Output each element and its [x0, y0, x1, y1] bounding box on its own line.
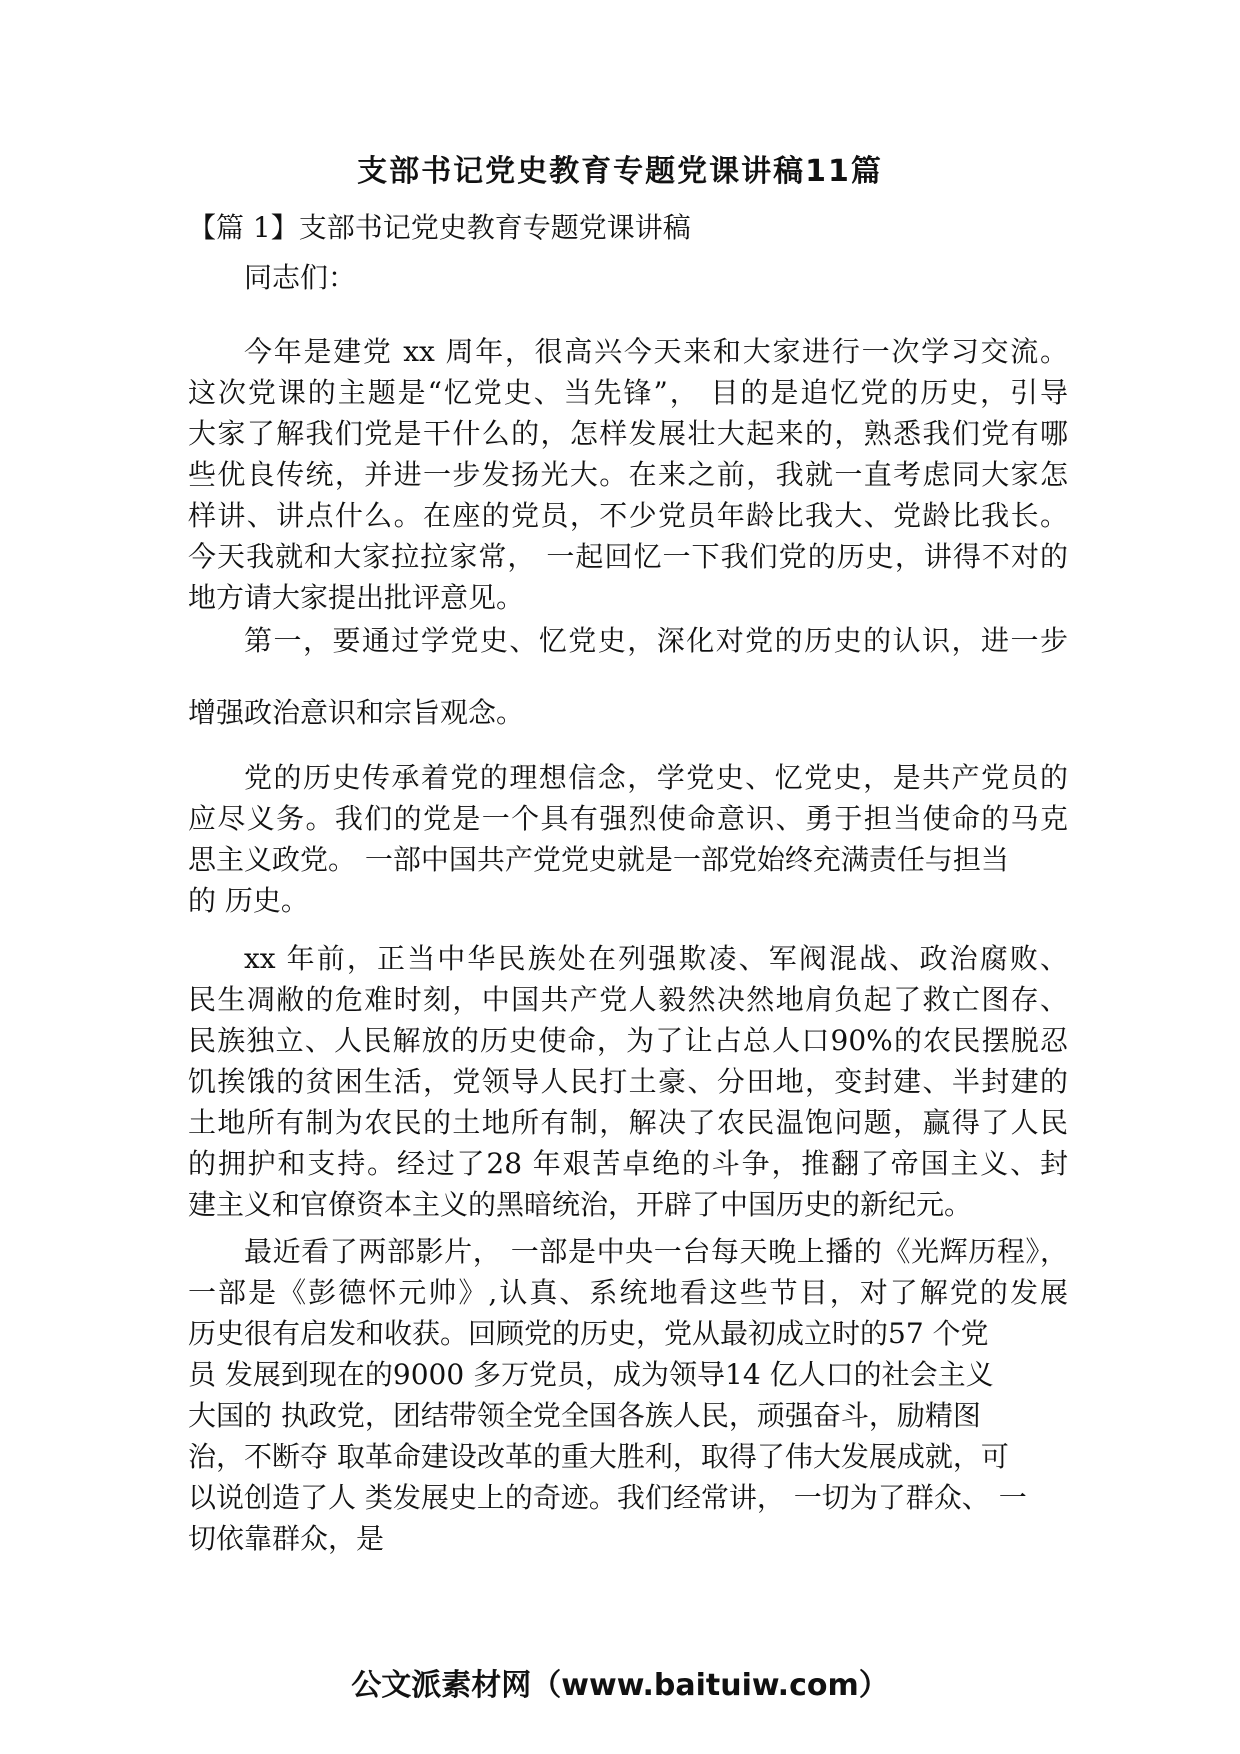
paragraph-line: 员 发展到现在的9000 多万党员，成为领导14 亿人口的社会主义 — [188, 1358, 994, 1391]
paragraph-line: 土地所有制为农民的土地所有制，解决了农民温饱问题，赢得了人民 — [188, 1106, 1068, 1139]
paragraph-line: 一部是《彭德怀元帅》,认真、系统地看这些节目，对了解党的发展 — [188, 1276, 1068, 1309]
paragraph-line: 增强政治意识和宗旨观念。 — [188, 696, 525, 729]
paragraph-films — [188, 1231, 1068, 1559]
paragraph-line: 同志们： — [244, 261, 357, 294]
paragraph-line: 思主义政党。 一部中国共产党党史就是一部党始终充满责任与担当 — [188, 843, 1009, 876]
paragraph-line: 饥挨饿的贫困生活，党领导人民打土豪、分田地，变封建、半封建的 — [188, 1065, 1068, 1098]
paragraph-greeting — [188, 257, 1068, 298]
paragraph-line: 的拥护和支持。经过了28 年艰苦卓绝的斗争，推翻了帝国主义、封 — [188, 1147, 1068, 1180]
paragraph-line: 最近看了两部影片， 一部是中央一台每天晚上播的《光辉历程》， — [244, 1235, 1068, 1268]
paragraph-line: 党的历史传承着党的理想信念，学党史、忆党史，是共产党员的 — [244, 761, 1068, 794]
paragraph-line: 切依靠群众，是 — [188, 1522, 385, 1555]
paragraph-history — [188, 757, 1068, 921]
paragraph-line: xx 年前，正当中华民族处在列强欺凌、军阀混战、政治腐败、 — [244, 942, 1068, 975]
paragraph-point-one — [188, 620, 1068, 661]
paragraph-line: 治，不断夺 取革命建设改革的重大胜利，取得了伟大发展成就，可 — [188, 1440, 1009, 1473]
paragraph-line: 大家了解我们党是干什么的，怎样发展壮大起来的，熟悉我们党有哪 — [188, 417, 1068, 450]
paragraph-line: 应尽义务。我们的党是一个具有强烈使命意识、勇于担当使命的马克 — [188, 802, 1068, 835]
document-title: 支部书记党史教育专题党课讲稿11篇 — [357, 154, 883, 189]
paragraph-line: 民生凋敝的危难时刻，中国共产党人毅然决然地肩负起了救亡图存、 — [188, 983, 1068, 1016]
paragraph-line: 历史很有启发和收获。回顾党的历史，党从最初成立时的57 个党 — [188, 1317, 989, 1350]
paragraph-line: 样讲、讲点什么。在座的党员，不少党员年龄比我大、党龄比我长。 — [188, 499, 1068, 532]
paragraph-line: 今天我就和大家拉拉家常， 一起回忆一下我们党的历史，讲得不对的 — [188, 540, 1068, 573]
section-heading: 【篇 1】支部书记党史教育专题党课讲稿 — [188, 211, 691, 244]
paragraph-line: 建主义和官僚资本主义的黑暗统治，开辟了中国历史的新纪元。 — [188, 1188, 973, 1221]
paragraph-line: 以说创造了人 类发展史上的奇迹。我们经常讲， 一切为了群众、 一 — [188, 1481, 1027, 1514]
paragraph-intro — [188, 331, 1068, 618]
paragraph-line: 些优良传统，并进一步发扬光大。在来之前，我就一直考虑同大家怎 — [188, 458, 1068, 491]
paragraph-revolution — [188, 938, 1068, 1225]
page-footer: 公文派素材网（www.baituiw.com） — [351, 1668, 889, 1703]
paragraph-line: 的 历史。 — [188, 884, 309, 917]
paragraph-point-one-cont — [188, 692, 1068, 733]
paragraph-line: 第一，要通过学党史、忆党史，深化对党的历史的认识，进一步 — [244, 624, 1068, 657]
paragraph-line: 大国的 执政党，团结带领全党全国各族人民，顽强奋斗，励精图 — [188, 1399, 981, 1432]
paragraph-line: 今年是建党 xx 周年，很高兴今天来和大家进行一次学习交流。 — [244, 335, 1068, 368]
paragraph-line: 地方请大家提出批评意见。 — [188, 581, 525, 614]
paragraph-line: 这次党课的主题是“忆党史、当先锋”， 目的是追忆党的历史，引导 — [188, 376, 1068, 409]
paragraph-line: 民族独立、人民解放的历史使命，为了让占总人口90%的农民摆脱忍 — [188, 1024, 1068, 1057]
